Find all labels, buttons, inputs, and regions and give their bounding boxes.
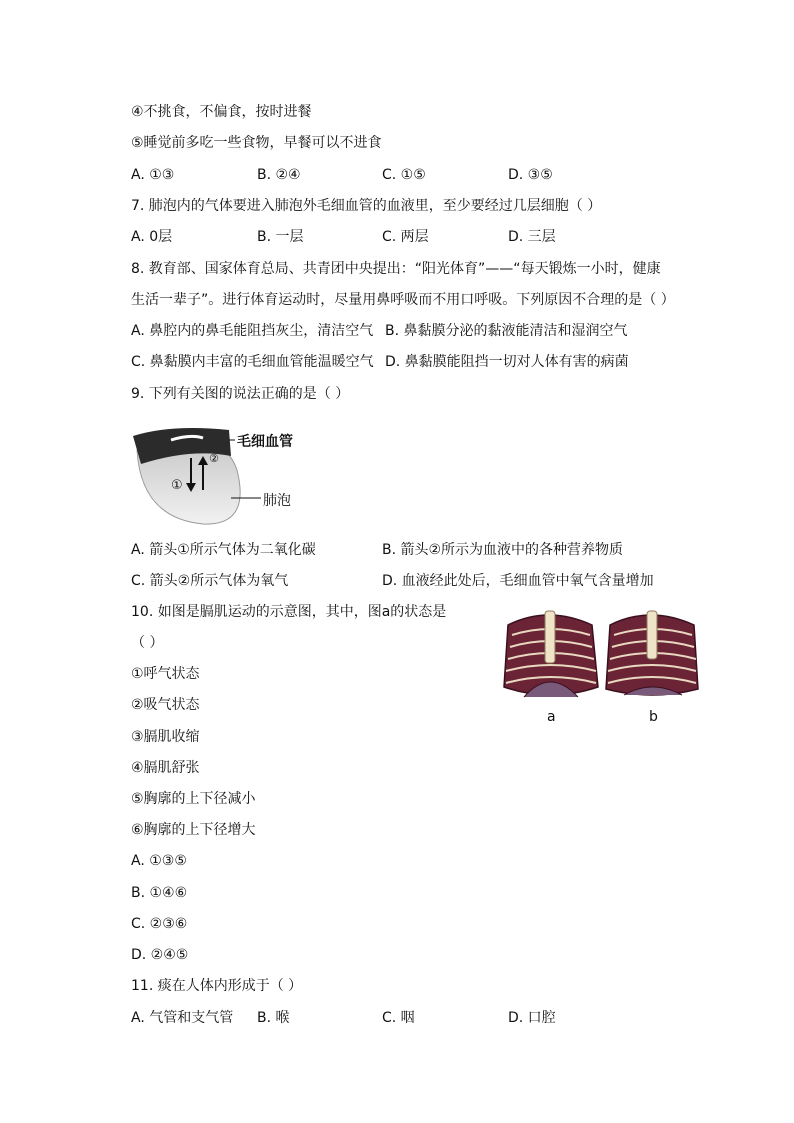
q6-option-a: A. ①③: [131, 167, 175, 183]
q10-item-5: ⑤胸廓的上下径减小: [131, 791, 256, 807]
diaphragm-figure: [500, 605, 700, 730]
q9-option-d: D. 血液经此处后，毛细血管中氧气含量增加: [382, 573, 654, 589]
q9-stem: 9. 下列有关图的说法正确的是（ ）: [131, 386, 350, 402]
alveolus-capillary-figure: [131, 410, 341, 530]
q6-item-5: ⑤睡觉前多吃一些食物，早餐可以不进食: [131, 135, 382, 151]
rib-cage-b: [606, 611, 698, 695]
alveolus-capillary-diagram: [131, 410, 341, 530]
q10-option-d: D. ②④⑤: [131, 947, 189, 963]
q11-option-b: B. 喉: [257, 1010, 290, 1026]
q7-option-d: D. 三层: [508, 229, 556, 245]
rib-cage-diagram: [500, 605, 700, 705]
q10-item-6: ⑥胸廓的上下径增大: [131, 822, 256, 838]
q11-option-d: D. 口腔: [508, 1010, 556, 1026]
q10-option-c: C. ②③⑥: [131, 916, 188, 932]
figure-label-b: b: [649, 709, 658, 725]
q8-option-b: B. 鼻黏膜分泌的黏液能清洁和湿润空气: [385, 323, 628, 339]
q11-option-a: A. 气管和支气管: [131, 1010, 234, 1026]
q9-option-c: C. 箭头②所示气体为氧气: [131, 573, 289, 589]
q11-stem: 11. 痰在人体内形成于（ ）: [131, 978, 303, 994]
q10-option-b: B. ①④⑥: [131, 885, 188, 901]
q10-item-2: ②吸气状态: [131, 697, 200, 713]
q11-option-c: C. 咽: [382, 1010, 415, 1026]
q8-option-c: C. 鼻黏膜内丰富的毛细血管能温暖空气: [131, 354, 374, 370]
q9-option-b: B. 箭头②所示为血液中的各种营养物质: [382, 542, 624, 558]
q7-stem: 7. 肺泡内的气体要进入肺泡外毛细血管的血液里，至少要经过几层细胞（ ）: [131, 198, 602, 214]
q10-item-1: ①呼气状态: [131, 666, 200, 682]
q6-option-b: B. ②④: [257, 167, 301, 183]
figure-label-a: a: [547, 709, 556, 725]
q10-stem: 10. 如图是膈肌运动的示意图，其中，图a的状态是: [131, 604, 447, 620]
q6-item-4: ④不挑食，不偏食，按时进餐: [131, 104, 312, 120]
arrow-2-label: ②: [209, 452, 219, 465]
q6-option-c: C. ①⑤: [382, 167, 426, 183]
q7-option-c: C. 两层: [382, 229, 429, 245]
q8-option-a: A. 鼻腔内的鼻毛能阻挡灰尘，清洁空气: [131, 323, 374, 339]
q8-stem-line-2: 生活一辈子”。进行体育运动时，尽量用鼻呼吸而不用口呼吸。下列原因不合理的是（ ）: [131, 292, 675, 308]
rib-cage-a: [504, 611, 598, 697]
q10-item-3: ③膈肌收缩: [131, 729, 200, 745]
q7-option-b: B. 一层: [257, 229, 304, 245]
q10-item-4: ④膈肌舒张: [131, 760, 200, 776]
q8-stem-line-1: 8. 教育部、国家体育总局、共青团中央提出：“阳光体育”——“每天锻炼一小时，健康: [131, 261, 661, 277]
q6-option-d: D. ③⑤: [508, 167, 553, 183]
q7-option-a: A. 0层: [131, 229, 173, 245]
q10-option-a: A. ①③⑤: [131, 853, 187, 869]
q8-option-d: D. 鼻黏膜能阻挡一切对人体有害的病菌: [385, 354, 629, 370]
capillary-label: 毛细血管: [237, 434, 293, 450]
q10-paren: （ ）: [131, 635, 164, 651]
arrow-1-label: ①: [171, 478, 183, 493]
q9-option-a: A. 箭头①所示气体为二氧化碳: [131, 542, 316, 558]
alveolus-label: 肺泡: [263, 493, 291, 509]
